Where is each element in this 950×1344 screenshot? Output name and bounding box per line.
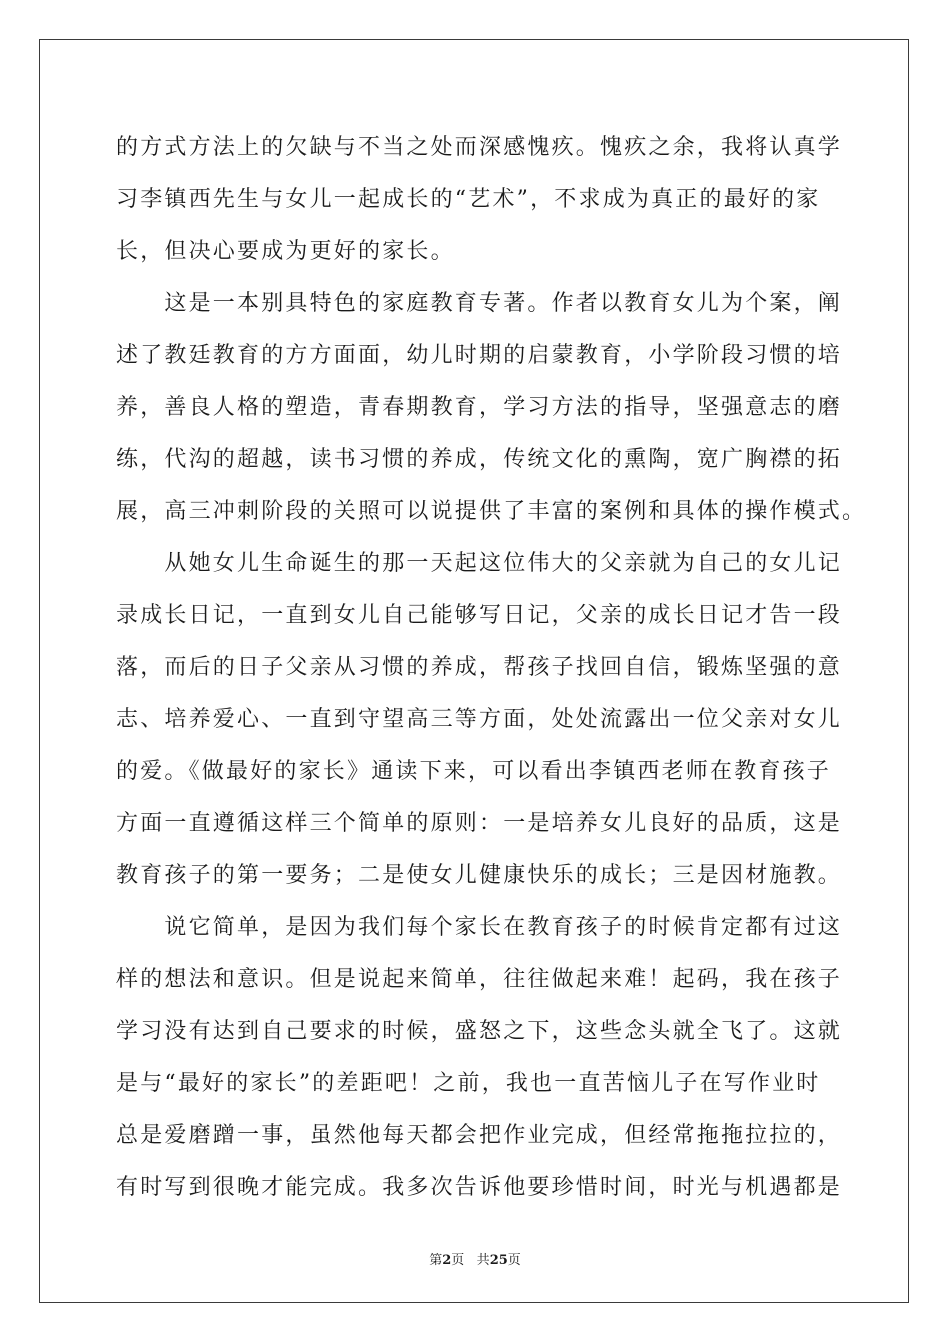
text-line: 这是一本别具特色的家庭教育专著。作者以教育女儿为个案，阐 bbox=[116, 291, 843, 316]
total-page-count: 25 bbox=[489, 1253, 508, 1268]
text-line: 落，而后的日子父亲从习惯的养成，帮孩子找回自信，锻炼坚强的意 bbox=[116, 655, 843, 680]
text-line: 述了教廷教育的方方面面，幼儿时期的启蒙教育，小学阶段习惯的培 bbox=[116, 343, 843, 368]
page-unit: 页 bbox=[451, 1253, 465, 1268]
text-line: 教育孩子的第一要务；二是使女儿健康快乐的成长；三是因材施教。 bbox=[116, 863, 843, 888]
text-line: 有时写到很晚才能完成。我多次告诉他要珍惜时间，时光与机遇都是 bbox=[116, 1175, 843, 1200]
text-line: 的方式方法上的欠缺与不当之处而深感愧疚。愧疚之余，我将认真学 bbox=[116, 135, 843, 160]
total-unit: 页 bbox=[507, 1253, 521, 1268]
text-line: 养，善良人格的塑造，青春期教育，学习方法的指导，坚强意志的磨 bbox=[116, 395, 843, 420]
text-line: 样的想法和意识。但是说起来简单，往往做起来难！起码，我在孩子 bbox=[116, 967, 843, 992]
current-page-number: 2 bbox=[442, 1253, 452, 1268]
text-line: 说它简单，是因为我们每个家长在教育孩子的时候肯定都有过这 bbox=[116, 915, 843, 940]
text-line: 志、培养爱心、一直到守望高三等方面，处处流露出一位父亲对女儿 bbox=[116, 707, 843, 732]
text-line: 是与“最好的家长”的差距吧！之前，我也一直苦恼儿子在写作业时 bbox=[116, 1071, 821, 1096]
body-text bbox=[116, 122, 867, 1214]
text-line: 的爱。《做最好的家长》通读下来，可以看出李镇西老师在教育孩子 bbox=[116, 759, 832, 784]
text-line: 练，代沟的超越，读书习惯的养成，传统文化的熏陶，宽广胸襟的拓 bbox=[116, 447, 843, 472]
text-line: 从她女儿生命诞生的那一天起这位伟大的父亲就为自己的女儿记 bbox=[116, 551, 843, 576]
text-line: 录成长日记，一直到女儿自己能够写日记，父亲的成长日记才告一段 bbox=[116, 603, 843, 628]
text-line: 方面一直遵循这样三个简单的原则：一是培养女儿良好的品质，这是 bbox=[116, 811, 843, 836]
page-prefix: 第 bbox=[429, 1253, 443, 1268]
text-line: 展，高三冲刺阶段的关照可以说提供了丰富的案例和具体的操作模式。 bbox=[116, 499, 867, 524]
page-footer bbox=[0, 1249, 950, 1268]
text-line: 总是爱磨蹭一事，虽然他每天都会把作业完成，但经常拖拖拉拉的， bbox=[116, 1123, 843, 1148]
text-line: 习李镇西先生与女儿一起成长的“艺术”，不求成为真正的最好的家 bbox=[116, 187, 821, 212]
total-prefix: 共 bbox=[476, 1253, 490, 1268]
text-line: 学习没有达到自己要求的时候，盛怒之下，这些念头就全飞了。这就 bbox=[116, 1019, 843, 1044]
text-line: 长，但决心要成为更好的家长。 bbox=[116, 239, 455, 264]
